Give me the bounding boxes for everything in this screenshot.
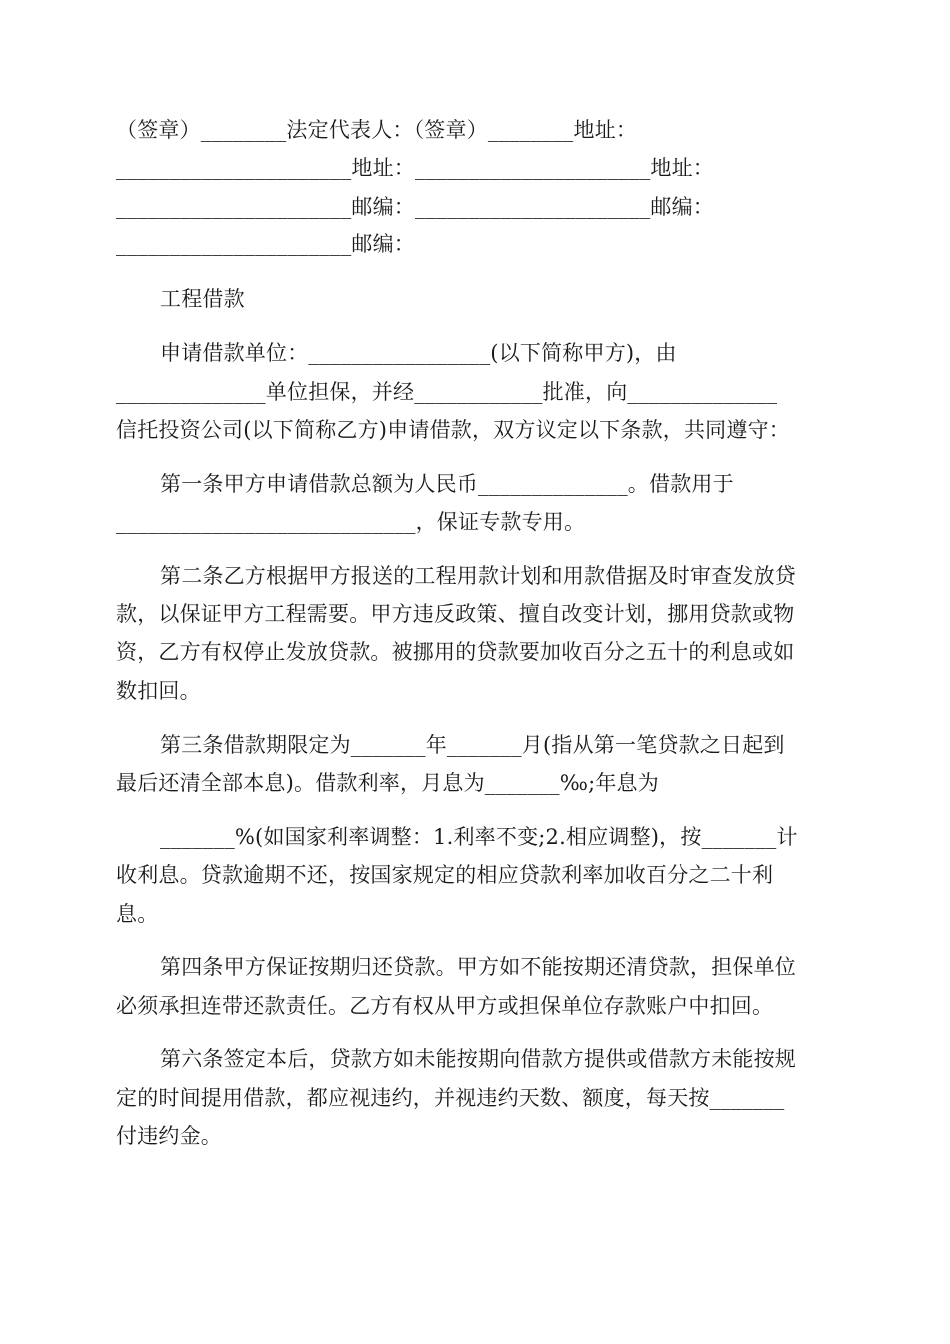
paragraph-line: 第二条乙方根据甲方报送的工程用款计划和用款借据及时审查发放贷: [160, 564, 796, 588]
paragraph-line: ______________单位担保，并经____________批准，向______________: [116, 380, 778, 404]
document-title: 工程借款: [160, 287, 245, 311]
paragraph-line: 最后还清全部本息)。借款利率，月息为_______‰;年息为: [116, 771, 659, 795]
paragraph-line: 息。: [116, 902, 159, 926]
paragraph-line: _______%(如国家利率调整：1.利率不变;2.相应调整)，按_______计: [160, 825, 798, 849]
paragraph-line: 必须承担连带还款责任。乙方有权从甲方或担保单位存款账户中扣回。: [116, 994, 774, 1018]
paragraph-line: 定的时间提用借款，都应视违约，并视违约天数、额度，每天按_______: [116, 1086, 785, 1110]
paragraph-line: 资，乙方有权停止发放贷款。被挪用的贷款要加收百分之五十的利息或如: [116, 640, 795, 664]
paragraph-line: 数扣回。: [116, 679, 201, 703]
signature-line: （签章）________法定代表人：（签章）________地址：: [116, 118, 638, 142]
signature-line: ______________________邮编：: [116, 232, 415, 256]
signature-line: ______________________邮编：______________________邮编：: [116, 195, 714, 219]
paragraph-line: ____________________________，保证专款专用。: [116, 510, 586, 534]
paragraph-line: 收利息。贷款逾期不还，按国家规定的相应贷款利率加收百分之二十利: [116, 863, 774, 887]
paragraph-line: 信托投资公司(以下简称乙方)申请借款，双方议定以下条款，共同遵守：: [116, 418, 790, 442]
paragraph-line: 第一条甲方申请借款总额为人民币______________。借款用于: [160, 472, 734, 496]
paragraph-line: 第三条借款期限定为_______年_______月(指从第一笔贷款之日起到: [160, 733, 785, 757]
paragraph-line: 付违约金。: [116, 1124, 222, 1148]
paragraph-line: 款，以保证甲方工程需要。甲方违反政策、擅自改变计划，挪用贷款或物: [116, 602, 795, 626]
paragraph-line: 第四条甲方保证按期归还贷款。甲方如不能按期还清贷款，担保单位: [160, 955, 796, 979]
paragraph-line: 第六条签定本后，贷款方如未能按期向借款方提供或借款方未能按规: [160, 1047, 796, 1071]
signature-line: ______________________地址：______________________地址：: [116, 156, 714, 180]
paragraph-line: 申请借款单位：_________________(以下简称甲方)，由: [160, 341, 677, 365]
